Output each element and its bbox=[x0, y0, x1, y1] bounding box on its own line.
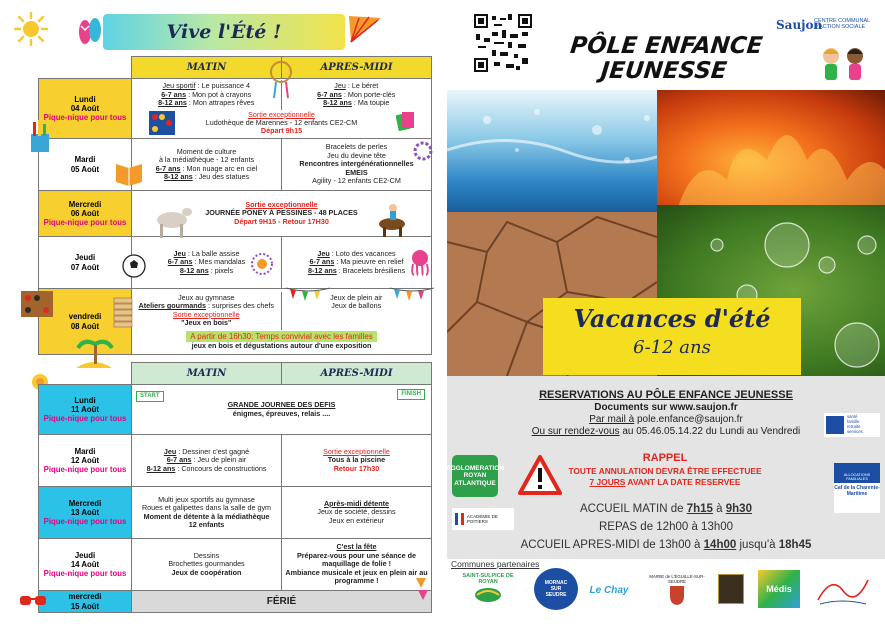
wooden-game-icon bbox=[20, 290, 54, 318]
finish-flag: FINISH bbox=[397, 389, 425, 400]
bunting-icon bbox=[390, 286, 434, 302]
partner-logo-saint-sulpice: SAINT-SULPICE DE ROYAN bbox=[456, 570, 520, 606]
age-range: 6-12 ans bbox=[633, 337, 711, 358]
rider-icon bbox=[374, 200, 412, 238]
bunting-icon bbox=[286, 286, 330, 302]
reservation-info: RESERVATIONS AU PÔLE ENFANCE JEUNESSE Documents sur www.saujon.fr Par mail à pole.enfance@saujon.fr Ou sur rendez-vous au 05.46.05.14.22 du Lundi au Vendredi bbox=[531, 389, 801, 438]
partner-logo-le-chay: Le Chay bbox=[589, 584, 629, 596]
warning-icon bbox=[518, 455, 562, 495]
mandala-icon bbox=[250, 252, 274, 276]
kids-illustration bbox=[814, 42, 872, 86]
family-event: A partir de 16h30: Temps convivial avec les familles jeux en bois et dégustations autour d'une exposition bbox=[132, 330, 431, 352]
caf-logo: ALLOCATIONS FAMILIALES Caf de la Charente-Maritime bbox=[834, 463, 880, 513]
day-cell: Lundi 04 Août Pique-nique pour tous bbox=[39, 79, 132, 139]
partner-logo-mornac: MORNAC SUR SEUDRE bbox=[534, 568, 578, 610]
holiday-cell: FÉRIÉ bbox=[132, 591, 432, 613]
accueil-apres-midi: ACCUEIL APRES-MIDI de 13h00 à 14h00 jusqu'à 18h45 bbox=[520, 539, 812, 551]
pony-icon bbox=[150, 200, 194, 240]
partner-logo-eguille: MAIRIE de L'ÉGUILLE-SUR-SEUDRE bbox=[642, 570, 712, 610]
pencil-cup-icon bbox=[28, 120, 54, 154]
book-icon bbox=[114, 156, 144, 186]
rappel-notice: RAPPEL TOUTE ANNULATION DEVRA ÊTRE EFFECTUEE 7 JOURS AVANT LA DATE RESERVEE bbox=[568, 452, 762, 488]
blocks-icon bbox=[112, 296, 134, 328]
msa-logo: santé famille retraite services bbox=[824, 413, 880, 437]
puzzle-game-icon bbox=[148, 110, 176, 136]
ball-icon bbox=[122, 254, 146, 278]
week2-schedule-table bbox=[38, 362, 432, 613]
page-banner-title: Vive l'Été ! bbox=[103, 14, 345, 50]
day-cell: Lundi 11 Août Pique-nique pour tous bbox=[39, 385, 132, 435]
communes-label: Communes partenaires bbox=[451, 559, 540, 569]
repas-time: REPAS de 12h00 à 13h00 bbox=[598, 521, 734, 533]
bunting-icon bbox=[412, 576, 436, 604]
activity-matin: Dessins Brochettes gourmandes Jeux de coopération bbox=[132, 539, 282, 591]
col-header-matin: MATIN bbox=[132, 363, 282, 385]
vacation-banner bbox=[543, 298, 801, 375]
activity-matin: Moment de culture à la médiathèque - 12 enfants 6-7 ans : Mon nuage arc en ciel 8-12 ans : Jeu des statues bbox=[132, 139, 282, 191]
activity-matin: Jeu sportif : Le puissance 4 6-7 ans : Mon pot à crayons 8-12 ans : Mon attrapes rêves bbox=[132, 80, 282, 109]
activity-apres-midi: Jeu : Loto des vacances 6-7 ans : Ma pieuvre en relief 8-12 ans : Bracelets brésiliens bbox=[282, 237, 432, 289]
col-header-apres-midi: APRES-MIDI bbox=[282, 363, 432, 385]
qr-code[interactable] bbox=[474, 14, 532, 72]
special-outing: Sortie exceptionnelle JOURNÉE PONEY À PESSINES - 48 PLACES Départ 9H15 - Retour 17H30 bbox=[132, 191, 432, 237]
activity-matin: Multi jeux sportifs au gymnase Roues et galipettes dans la salle de gym Moment de détente à la médiathèque 12 enfants bbox=[132, 487, 282, 539]
activity-apres-midi: Jeu : Le béret 6-7 ans : Mon porte-clés 8-12 ans : Ma toupie bbox=[317, 81, 396, 108]
sun-icon bbox=[14, 12, 48, 46]
partner-logo-medis: Médis bbox=[758, 570, 800, 608]
fan-icon bbox=[345, 12, 385, 46]
flip-flops-icon bbox=[76, 16, 104, 46]
fire-photo bbox=[657, 90, 885, 210]
partner-logo-cursive bbox=[812, 570, 874, 610]
activity-apres-midi: Sortie exceptionnelle Tous à la piscine Retour 17h30 bbox=[282, 435, 432, 487]
activity-matin: Jeux au gymnase Ateliers gourmands : surprises des chefs Sortie exceptionnelle "Jeux en bois" bbox=[132, 292, 282, 330]
col-header-apres-midi: APRES-MIDI bbox=[282, 57, 432, 79]
cards-icon bbox=[396, 110, 416, 132]
dreamcatcher-icon bbox=[268, 60, 294, 100]
day-cell: Mardi 12 Août Pique-nique pour tous bbox=[39, 435, 132, 487]
activity-apres-midi: Jeux de plein air Jeux de ballons bbox=[330, 292, 383, 311]
agglo-royan-logo: AGGLOMERATION ROYAN ATLANTIQUE bbox=[452, 455, 498, 497]
special-outing: Sortie exceptionnelle Ludothèque de Marennes - 12 enfants CE2-CM Départ 9h15 bbox=[205, 109, 358, 136]
challenge-day: START FINISH GRANDE JOURNEE DES DEFIS énigmes, épreuves, relais .... bbox=[132, 385, 432, 435]
activity-matin: Jeu : La balle assise 6-7 ans : Mes mandalas 8-12 ans : pixels bbox=[132, 237, 282, 289]
activity-apres-midi: Bracelets de perles Jeu du devine tête Rencontres intergénérationnelles EMEIS Agility - 12 enfants CE2-CM bbox=[282, 139, 432, 191]
week1-schedule-table bbox=[38, 56, 432, 355]
day-cell: mercredi 15 Août bbox=[39, 591, 132, 613]
academie-logo: ACADÉMIE DE POITIERS bbox=[452, 508, 514, 530]
day-cell: Jeudi 14 Août Pique-nique pour tous bbox=[39, 539, 132, 591]
sunglasses-icon bbox=[18, 592, 48, 608]
day-cell: Jeudi 07 Août bbox=[39, 237, 132, 289]
partner-logo-town bbox=[718, 574, 744, 604]
day-cell: Mardi 05 Août bbox=[39, 139, 132, 191]
bracelet-icon bbox=[412, 140, 434, 162]
accueil-matin: ACCUEIL MATIN de 7h15 à 9h30 bbox=[580, 503, 752, 515]
activity-matin: Jeu : Dessiner c'est gagné 6-7 ans : Jeu de plein air 8-12 ans : Concours de constructions bbox=[132, 435, 282, 487]
octopus-icon bbox=[408, 248, 432, 276]
page-title: PÔLE ENFANCE JEUNESSE bbox=[568, 33, 764, 85]
water-photo bbox=[447, 90, 680, 212]
day-cell: Mercredi 06 Août Pique-nique pour tous bbox=[39, 191, 132, 237]
vacation-title: Vacances d'été bbox=[573, 304, 771, 333]
activity-apres-midi: Après-midi détente Jeux de société, dessins Jeux en extérieur bbox=[282, 487, 432, 539]
day-cell: vendredi 08 Août bbox=[39, 289, 132, 355]
saujon-logo: Saujon CENTRE COMMUNAL D'ACTION SOCIALE bbox=[776, 18, 871, 32]
start-flag: START bbox=[136, 391, 164, 402]
day-cell: Mercredi 13 Août Pique-nique pour tous bbox=[39, 487, 132, 539]
col-header-matin: MATIN bbox=[132, 57, 282, 79]
activity-apres-midi: C'est la fête Préparez-vous pour une séance de maquillage de folie ! Ambiance musicale et jeux en plein air au programme ! bbox=[282, 539, 432, 591]
